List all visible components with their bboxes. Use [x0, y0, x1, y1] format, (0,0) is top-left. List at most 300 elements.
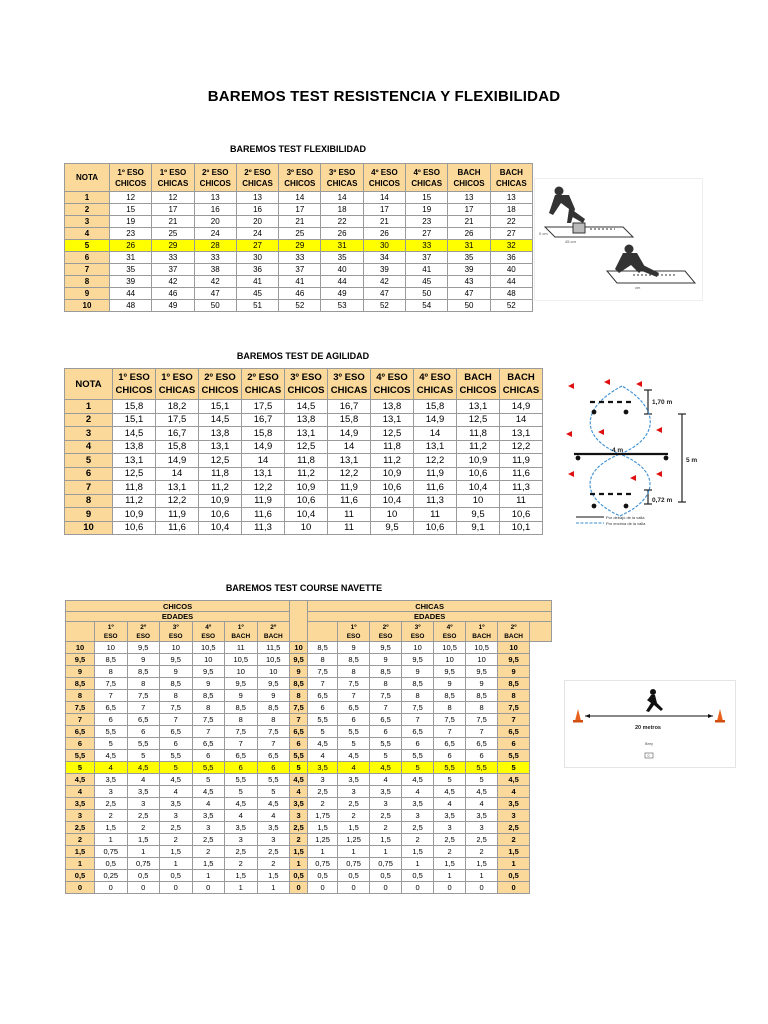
table-row: [66, 726, 552, 738]
value-cell: 7,5: [308, 666, 338, 678]
column-level: ESO: [346, 632, 361, 640]
value-cell: 10,4: [199, 521, 242, 535]
value-cell: 8: [402, 690, 434, 702]
value-cell: 8,5: [308, 642, 338, 654]
value-cell: 5: [402, 762, 434, 774]
nota-cell: 4: [290, 786, 308, 798]
table-row: [65, 440, 543, 454]
value-cell: 4,5: [192, 786, 225, 798]
value-cell: 11: [500, 494, 543, 508]
nota-cell: 3,5: [66, 798, 95, 810]
value-cell: 2,5: [192, 834, 225, 846]
column-group: CHICOS: [373, 385, 411, 396]
value-cell: 6: [127, 726, 160, 738]
value-cell: 0,5: [370, 870, 402, 882]
nota-cell: 10: [498, 642, 530, 654]
value-cell: 6,5: [225, 750, 258, 762]
table-row: [65, 228, 533, 240]
value-cell: 1: [192, 870, 225, 882]
nota-cell: 8,5: [498, 678, 530, 690]
value-cell: 13,1: [371, 413, 414, 427]
value-cell: 10,4: [371, 494, 414, 508]
value-cell: 4: [225, 810, 258, 822]
nota-cell: 2,5: [66, 822, 95, 834]
nota-cell: 9: [65, 288, 110, 300]
value-cell: 33: [194, 252, 236, 264]
value-cell: 26: [448, 228, 490, 240]
value-cell: 9,5: [371, 521, 414, 535]
value-cell: 17,5: [242, 400, 285, 414]
nota-cell: 6: [65, 467, 113, 481]
nota-cell: 7: [66, 714, 95, 726]
nota-cell: 8: [65, 494, 113, 508]
table-row: [66, 738, 552, 750]
nota-cell: 9,5: [66, 654, 95, 666]
column-group: CHICAS: [416, 385, 454, 396]
value-cell: 11,9: [414, 467, 457, 481]
value-cell: 0: [402, 882, 434, 894]
value-cell: 9: [434, 678, 466, 690]
value-cell: 5,5: [225, 774, 258, 786]
value-cell: 53: [321, 300, 363, 312]
value-cell: 11,6: [500, 467, 543, 481]
column-course: 4º ESO: [419, 372, 451, 383]
value-cell: 10: [225, 666, 258, 678]
value-cell: 3,5: [225, 822, 258, 834]
value-cell: 22: [490, 216, 532, 228]
value-cell: 0,75: [308, 858, 338, 870]
value-cell: 27: [490, 228, 532, 240]
nota-cell: 10: [66, 642, 95, 654]
value-cell: 5: [466, 774, 498, 786]
value-cell: 4: [434, 798, 466, 810]
value-cell: 13,8: [199, 427, 242, 441]
value-cell: 8,5: [338, 654, 370, 666]
column-course: BACH: [457, 167, 481, 177]
nota-cell: 3: [65, 216, 110, 228]
nota-cell: 5: [65, 454, 113, 468]
value-cell: 41: [406, 264, 448, 276]
value-cell: 11,6: [328, 494, 371, 508]
column-course: 1º ESO: [159, 167, 187, 177]
value-cell: 5: [308, 726, 338, 738]
value-cell: 4: [466, 798, 498, 810]
table-row: [65, 264, 533, 276]
value-cell: 11,6: [414, 481, 457, 495]
value-cell: 6: [466, 750, 498, 762]
value-cell: 3,5: [338, 774, 370, 786]
value-cell: 44: [110, 288, 152, 300]
value-cell: 13,1: [113, 454, 156, 468]
value-cell: 47: [194, 288, 236, 300]
nota-cell: 2,5: [290, 822, 308, 834]
navette-table: [65, 600, 552, 894]
table-row: [65, 204, 533, 216]
value-cell: 11,3: [500, 481, 543, 495]
nota-cell: 2: [498, 834, 530, 846]
value-cell: 10,5: [466, 642, 498, 654]
nota-cell: 3: [498, 810, 530, 822]
value-cell: 7: [308, 678, 338, 690]
value-cell: 0,5: [308, 870, 338, 882]
small-label-2: 0: [647, 754, 650, 758]
agilidad-table: [64, 368, 543, 535]
value-cell: 6: [402, 738, 434, 750]
value-cell: 37: [406, 252, 448, 264]
edades-header: EDADES: [308, 612, 552, 622]
value-cell: 14: [414, 427, 457, 441]
nota-cell: 7: [498, 714, 530, 726]
nota-cell: 0: [66, 882, 95, 894]
value-cell: 13,1: [457, 400, 500, 414]
value-cell: 1: [370, 846, 402, 858]
value-cell: 14: [328, 440, 371, 454]
table-row: [65, 192, 533, 204]
value-cell: 0: [434, 882, 466, 894]
column-header: [370, 622, 402, 642]
nota-cell: 10: [290, 642, 308, 654]
value-cell: 11,3: [414, 494, 457, 508]
value-cell: 10,9: [457, 454, 500, 468]
value-cell: 15,8: [242, 427, 285, 441]
value-cell: 4: [95, 762, 128, 774]
value-cell: 2,5: [257, 846, 290, 858]
column-level: ESO: [103, 632, 118, 640]
legend-below: Por debajo de la valla: [606, 515, 645, 520]
value-cell: 10,6: [457, 467, 500, 481]
value-cell: 11: [414, 508, 457, 522]
nota-cell: 5,5: [66, 750, 95, 762]
column-header: [156, 369, 199, 400]
nota-cell: 8,5: [290, 678, 308, 690]
value-cell: 41: [279, 276, 321, 288]
value-cell: 6: [257, 762, 290, 774]
blank-header: [66, 622, 95, 642]
value-cell: 10,6: [113, 521, 156, 535]
value-cell: 3,5: [402, 798, 434, 810]
nota-cell: 9: [65, 508, 113, 522]
value-cell: 8,5: [402, 678, 434, 690]
value-cell: 9: [402, 666, 434, 678]
value-cell: 5,5: [338, 726, 370, 738]
value-cell: 21: [448, 216, 490, 228]
value-cell: 42: [194, 276, 236, 288]
value-cell: 1: [308, 846, 338, 858]
nota-cell: 8: [498, 690, 530, 702]
value-cell: 12,2: [500, 440, 543, 454]
svg-text:0 cm: 0 cm: [539, 231, 548, 236]
value-cell: 46: [279, 288, 321, 300]
value-cell: 42: [363, 276, 405, 288]
value-cell: 39: [110, 276, 152, 288]
value-cell: 10,1: [500, 521, 543, 535]
value-cell: 1,5: [434, 858, 466, 870]
column-year: 3º: [414, 623, 421, 631]
value-cell: 35: [448, 252, 490, 264]
value-cell: 11,8: [457, 427, 500, 441]
column-group: CHICOS: [368, 178, 400, 188]
value-cell: 3: [95, 786, 128, 798]
value-cell: 2: [370, 822, 402, 834]
value-cell: 51: [236, 300, 278, 312]
value-cell: 6: [160, 738, 193, 750]
value-cell: 13,1: [500, 427, 543, 441]
value-cell: 1: [402, 858, 434, 870]
separator-cell: [290, 601, 308, 642]
value-cell: 3,5: [160, 798, 193, 810]
value-cell: 26: [321, 228, 363, 240]
table-row: [66, 690, 552, 702]
nota-cell: 4,5: [290, 774, 308, 786]
value-cell: 3,5: [257, 822, 290, 834]
column-course: 2º ESO: [244, 167, 271, 177]
value-cell: 9,5: [160, 654, 193, 666]
value-cell: 5,5: [308, 714, 338, 726]
value-cell: 4: [257, 810, 290, 822]
value-cell: 13,1: [242, 467, 285, 481]
column-header: [363, 164, 405, 192]
column-header: [95, 622, 128, 642]
value-cell: 7: [466, 726, 498, 738]
nota-cell: 7,5: [290, 702, 308, 714]
nota-cell: 7: [290, 714, 308, 726]
nota-cell: 2,5: [498, 822, 530, 834]
column-header: [406, 164, 448, 192]
label-mid: 4 m: [612, 447, 624, 454]
value-cell: 11,9: [500, 454, 543, 468]
value-cell: 3: [370, 798, 402, 810]
value-cell: 33: [279, 252, 321, 264]
value-cell: 7: [434, 726, 466, 738]
value-cell: 11,8: [371, 440, 414, 454]
value-cell: 7,5: [95, 678, 128, 690]
nota-cell: 7: [65, 481, 113, 495]
value-cell: 36: [490, 252, 532, 264]
blank-header: [308, 622, 338, 642]
value-cell: 8: [95, 666, 128, 678]
value-cell: 5,5: [434, 762, 466, 774]
table-row: [65, 252, 533, 264]
nota-cell: 1: [498, 858, 530, 870]
value-cell: 30: [236, 252, 278, 264]
value-cell: 2,5: [95, 798, 128, 810]
value-cell: 35: [110, 264, 152, 276]
value-cell: 24: [194, 228, 236, 240]
value-cell: 10,5: [192, 642, 225, 654]
value-cell: 6,5: [434, 738, 466, 750]
value-cell: 10,9: [285, 481, 328, 495]
value-cell: 9,5: [127, 642, 160, 654]
nota-cell: 0,5: [290, 870, 308, 882]
nota-header: NOTA: [65, 369, 113, 400]
value-cell: 17: [279, 204, 321, 216]
value-cell: 8: [160, 690, 193, 702]
value-cell: 6: [338, 714, 370, 726]
value-cell: 50: [448, 300, 490, 312]
column-course: 2º ESO: [201, 167, 229, 177]
value-cell: 12,5: [113, 467, 156, 481]
table-row: [65, 413, 543, 427]
nota-cell: 2: [65, 413, 113, 427]
value-cell: 8: [192, 702, 225, 714]
value-cell: 11,8: [285, 454, 328, 468]
table-row: [65, 216, 533, 228]
value-cell: 4,5: [402, 774, 434, 786]
value-cell: 18: [490, 204, 532, 216]
value-cell: 1: [127, 846, 160, 858]
nota-cell: 4: [66, 786, 95, 798]
value-cell: 13: [448, 192, 490, 204]
column-header: [257, 622, 290, 642]
value-cell: 25: [279, 228, 321, 240]
value-cell: 0: [338, 882, 370, 894]
svg-text:cm: cm: [635, 285, 641, 290]
column-header: [113, 369, 156, 400]
value-cell: 10,4: [285, 508, 328, 522]
value-cell: 6,5: [466, 738, 498, 750]
column-group: CHICOS: [201, 385, 239, 396]
nota-cell: 1,5: [290, 846, 308, 858]
value-cell: 13: [490, 192, 532, 204]
value-cell: 21: [279, 216, 321, 228]
value-cell: 10,6: [285, 494, 328, 508]
value-cell: 6,5: [192, 738, 225, 750]
value-cell: 9,5: [457, 508, 500, 522]
value-cell: 3: [225, 834, 258, 846]
value-cell: 15,8: [156, 440, 199, 454]
column-header: [192, 622, 225, 642]
table-row: [65, 427, 543, 441]
value-cell: 4,5: [308, 738, 338, 750]
value-cell: 8,5: [257, 702, 290, 714]
column-header: [448, 164, 490, 192]
value-cell: 39: [363, 264, 405, 276]
label-bottom: 0,72 m: [652, 497, 673, 504]
value-cell: 7: [257, 738, 290, 750]
value-cell: 11: [328, 508, 371, 522]
nota-cell: 1,5: [498, 846, 530, 858]
value-cell: 3,5: [308, 762, 338, 774]
nota-cell: 4: [65, 440, 113, 454]
value-cell: 0,75: [370, 858, 402, 870]
value-cell: 49: [321, 288, 363, 300]
value-cell: 7: [95, 690, 128, 702]
nota-cell: 4: [65, 228, 110, 240]
value-cell: 17: [363, 204, 405, 216]
value-cell: 1,5: [127, 834, 160, 846]
label-side: 5 m: [686, 457, 698, 464]
table-row: [66, 882, 552, 894]
column-header: [402, 622, 434, 642]
value-cell: 13: [236, 192, 278, 204]
value-cell: 6,5: [160, 726, 193, 738]
nota-cell: 9: [66, 666, 95, 678]
table-row: [66, 762, 552, 774]
column-group: CHICAS: [326, 178, 358, 188]
column-level: BACH: [504, 632, 523, 640]
value-cell: 2,5: [434, 834, 466, 846]
value-cell: 10,5: [257, 654, 290, 666]
value-cell: 45: [406, 276, 448, 288]
column-course: 2º ESO: [204, 372, 236, 383]
value-cell: 6: [370, 726, 402, 738]
value-cell: 14: [156, 467, 199, 481]
value-cell: 5: [434, 774, 466, 786]
chicas-header: CHICAS: [308, 601, 552, 612]
value-cell: 37: [152, 264, 194, 276]
value-cell: 10,9: [113, 508, 156, 522]
value-cell: 8,5: [95, 654, 128, 666]
value-cell: 11,2: [285, 467, 328, 481]
nota-cell: 5: [66, 762, 95, 774]
column-group: CHICAS: [411, 178, 443, 188]
column-year: 3º: [172, 623, 179, 631]
nota-cell: 5: [290, 762, 308, 774]
value-cell: 20: [236, 216, 278, 228]
table-row: [65, 467, 543, 481]
value-cell: 1,5: [95, 822, 128, 834]
value-cell: 31: [321, 240, 363, 252]
value-cell: 1,75: [308, 810, 338, 822]
value-cell: 3: [402, 810, 434, 822]
nota-cell: 3: [290, 810, 308, 822]
value-cell: 9: [257, 690, 290, 702]
value-cell: 24: [236, 228, 278, 240]
value-cell: 1: [434, 870, 466, 882]
value-cell: 3,5: [127, 786, 160, 798]
value-cell: 10: [95, 642, 128, 654]
column-header: [338, 622, 370, 642]
header-row: [66, 612, 552, 622]
value-cell: 13,1: [285, 427, 328, 441]
value-cell: 13,1: [328, 454, 371, 468]
column-group: CHICOS: [115, 178, 147, 188]
value-cell: 2,5: [466, 834, 498, 846]
column-header: [160, 622, 193, 642]
value-cell: 11: [328, 521, 371, 535]
nota-cell: 2: [66, 834, 95, 846]
nota-cell: 4: [498, 786, 530, 798]
value-cell: 6,5: [308, 690, 338, 702]
value-cell: 14: [500, 413, 543, 427]
value-cell: 8: [466, 702, 498, 714]
value-cell: 2: [434, 846, 466, 858]
value-cell: 4,5: [127, 762, 160, 774]
value-cell: 9,5: [434, 666, 466, 678]
table-row: [65, 240, 533, 252]
table-row: [65, 300, 533, 312]
value-cell: 8,5: [127, 666, 160, 678]
value-cell: 10,5: [225, 654, 258, 666]
value-cell: 0: [95, 882, 128, 894]
nota-cell: 1,5: [66, 846, 95, 858]
value-cell: 0: [370, 882, 402, 894]
value-cell: 1,5: [160, 846, 193, 858]
value-cell: 7: [225, 738, 258, 750]
value-cell: 7: [370, 702, 402, 714]
value-cell: 2,5: [370, 810, 402, 822]
value-cell: 1,5: [370, 834, 402, 846]
value-cell: 8,5: [466, 690, 498, 702]
value-cell: 5,5: [257, 774, 290, 786]
nota-cell: 3: [66, 810, 95, 822]
column-course: BACH: [499, 167, 523, 177]
value-cell: 1,25: [338, 834, 370, 846]
value-cell: 0,25: [95, 870, 128, 882]
column-course: 3º ESO: [328, 167, 356, 177]
value-cell: 7,5: [127, 690, 160, 702]
navette-title: BAREMOS TEST COURSE NAVETTE: [225, 583, 383, 593]
